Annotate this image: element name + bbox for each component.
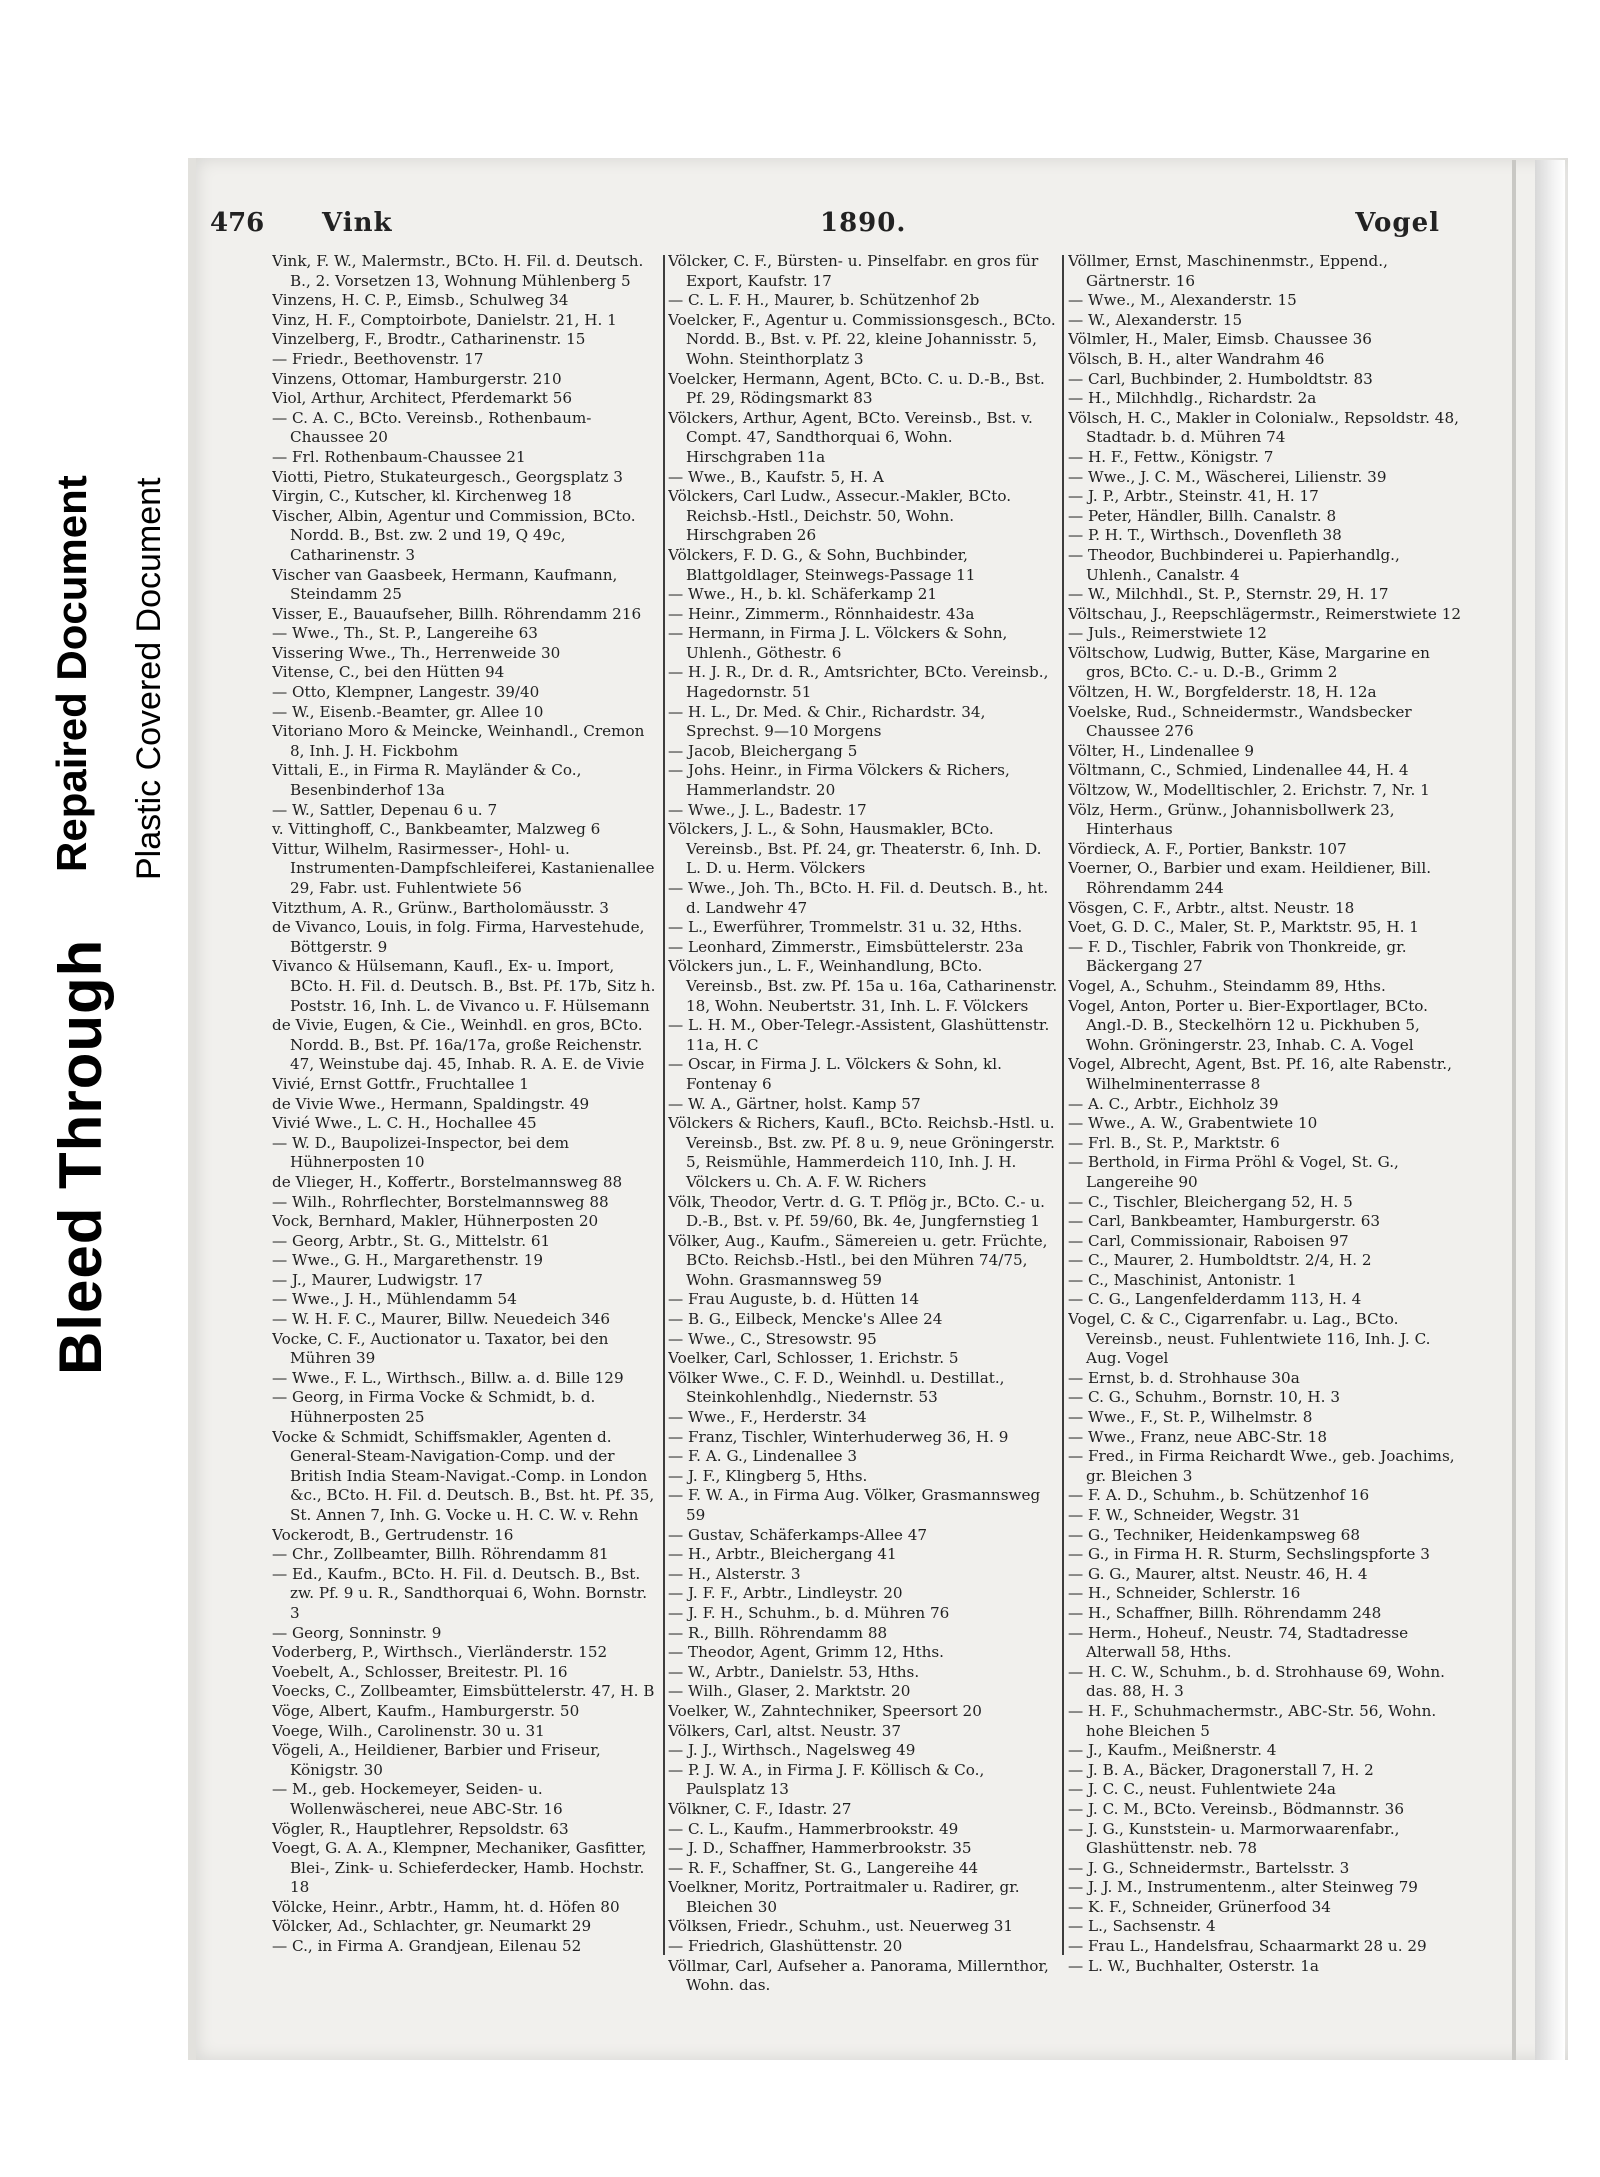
directory-entry: — F. W. A., in Firma Aug. Völker, Grasmannsweg 59 xyxy=(668,1486,1041,1524)
directory-entry: — Franz, Tischler, Winterhuderweg 36, H. 9 xyxy=(668,1427,1009,1446)
repaired-document-label: Repaired Document xyxy=(48,475,95,872)
directory-entry: — W., Arbtr., Danielstr. 53, Hths. xyxy=(668,1662,920,1681)
directory-entry: Voege, Wilh., Carolinenstr. 30 u. 31 xyxy=(272,1721,545,1740)
directory-entry: — K. F., Schneider, Grünerfood 34 xyxy=(1068,1897,1331,1916)
page-header xyxy=(210,208,1440,248)
directory-entry: Völsch, B. H., alter Wandrahm 46 xyxy=(1068,349,1325,368)
directory-entry: — J. F. F., Arbtr., Lindleystr. 20 xyxy=(668,1584,903,1603)
directory-column-3 xyxy=(1068,252,1468,2082)
directory-entry: — Wilh., Glaser, 2. Marktstr. 20 xyxy=(668,1682,911,1701)
directory-entry: — H. L., Dr. Med. & Chir., Richardstr. 34, Sprechst. 9—10 Morgens xyxy=(668,702,986,741)
header-left-keyword: Vink xyxy=(322,208,393,238)
directory-entry: — J. F., Klingberg 5, Hths. xyxy=(668,1466,868,1485)
directory-entry: Vogel, A., Schuhm., Steindamm 89, Hths. xyxy=(1068,976,1386,995)
directory-entry: Voelkner, Moritz, Portraitmaler u. Radirer, gr. Bleichen 30 xyxy=(668,1878,1020,1916)
directory-entry: — C., Maurer, 2. Humboldtstr. 2/4, H. 2 xyxy=(1068,1251,1372,1270)
header-year: 1890. xyxy=(820,208,907,238)
directory-entry: — R., Billh. Röhrendamm 88 xyxy=(668,1623,888,1642)
directory-entry: — J. P., Arbtr., Steinstr. 41, H. 17 xyxy=(1068,487,1319,506)
directory-entry: Voerner, O., Barbier und exam. Heildiener, Bill. Röhrendamm 244 xyxy=(1068,859,1432,897)
directory-entry: v. Vittinghoff, C., Bankbeamter, Malzweg 6 xyxy=(272,820,601,839)
directory-entry: Vivié, Ernst Gottfr., Fruchtallee 1 xyxy=(272,1074,529,1093)
page-number: 476 xyxy=(210,208,265,238)
directory-entry: Völcke, Heinr., Arbtr., Hamm, ht. d. Höfen 80 xyxy=(272,1897,620,1916)
directory-entry: Völtmann, C., Schmied, Lindenallee 44, H. 4 xyxy=(1068,761,1409,780)
directory-entry: — J. G., Schneidermstr., Bartelsstr. 3 xyxy=(1068,1858,1350,1877)
directory-entry: Vischer, Albin, Agentur und Commission, BCto. Nordd. B., Bst. zw. 2 und 19, Q 49c, Catharinenstr. 3 xyxy=(272,506,636,564)
side-labels xyxy=(0,0,180,1500)
directory-entry: — H. C. W., Schuhm., b. d. Strohhause 69, Wohn. das. 88, H. 3 xyxy=(1068,1662,1445,1701)
directory-entry: — J., Maurer, Ludwigstr. 17 xyxy=(272,1270,483,1289)
directory-entry: — C., Maschinist, Antonistr. 1 xyxy=(1068,1270,1297,1289)
directory-entry: Völter, H., Lindenallee 9 xyxy=(1068,741,1255,760)
directory-entry: Vink, F. W., Malermstr., BCto. H. Fil. d. Deutsch. B., 2. Vorsetzen 13, Wohnung Mühlenberg 5 xyxy=(272,252,644,290)
directory-entry: — W., Eisenb.-Beamter, gr. Allee 10 xyxy=(272,702,544,721)
directory-entry: — Carl, Bankbeamter, Hamburgerstr. 63 xyxy=(1068,1212,1381,1231)
directory-entry: Vogel, C. & C., Cigarrenfabr. u. Lag., BCto. Vereinsb., neust. Fuhlentwiete 116, Inh. J. C. Aug. Vogel xyxy=(1068,1310,1431,1368)
directory-entry: — H., Alsterstr. 3 xyxy=(668,1564,801,1583)
page-edge xyxy=(1512,160,1516,2060)
directory-entry: — Johs. Heinr., in Firma Völckers & Richers, Hammerlandstr. 20 xyxy=(668,761,1010,800)
directory-entry: Vinzens, H. C. P., Eimsb., Schulweg 34 xyxy=(272,291,569,310)
directory-entry: — C. A. C., BCto. Vereinsb., Rothenbaum-Chaussee 20 xyxy=(272,408,592,447)
directory-entry: Völckers, J. L., & Sohn, Hausmakler, BCto. Vereinsb., Bst. Pf. 24, gr. Theaterstr. 6, Inh. D. L. D. u. Herm. Völckers xyxy=(668,820,1042,878)
directory-entry: — Wwe., B., Kaufstr. 5, H. A xyxy=(668,467,884,486)
directory-column-2 xyxy=(668,252,1060,2082)
directory-entry: — B. G., Eilbeck, Mencke's Allee 24 xyxy=(668,1310,943,1329)
directory-entry: — Juls., Reimerstwiete 12 xyxy=(1068,624,1267,643)
directory-entry: — H., Arbtr., Bleichergang 41 xyxy=(668,1545,897,1564)
directory-entry: — Wwe., C., Stresowstr. 95 xyxy=(668,1329,877,1348)
directory-entry: Voegt, G. A. A., Klempner, Mechaniker, Gasfitter, Blei-, Zink- u. Schieferdecker, Hamb. Hochstr. 18 xyxy=(272,1839,647,1897)
column-rule xyxy=(663,255,665,1955)
directory-entry: — F. A. G., Lindenallee 3 xyxy=(668,1447,857,1466)
directory-entry: — R. F., Schaffner, St. G., Langereihe 44 xyxy=(668,1858,979,1877)
directory-entry: Völtzow, W., Modelltischler, 2. Erichstr. 7, Nr. 1 xyxy=(1068,781,1430,800)
directory-entry: Viol, Arthur, Architect, Pferdemarkt 56 xyxy=(272,389,573,408)
directory-entry: — F. A. D., Schuhm., b. Schützenhof 16 xyxy=(1068,1486,1370,1505)
directory-entry: Völckers & Richers, Kaufl., BCto. Reichsb.-Hstl. u. Vereinsb., Bst. zw. Pf. 8 u. 9, neue Gröningerstr. 5, Reismühle, Hammerdeich 110, Inh. J. H. Völckers u. Ch. A. F. W. Richers xyxy=(668,1114,1055,1191)
directory-entry: Vittali, E., in Firma R. Mayländer & Co., Besenbinderhof 13a xyxy=(272,761,582,800)
directory-entry: — Wwe., F., St. P., Wilhelmstr. 8 xyxy=(1068,1408,1313,1427)
directory-entry: Voelske, Rud., Schneidermstr., Wandsbecker Chaussee 276 xyxy=(1068,702,1412,741)
directory-entry: — W. H. F. C., Maurer, Billw. Neuedeich 346 xyxy=(272,1310,611,1329)
directory-entry: Voelker, W., Zahntechniker, Speersort 20 xyxy=(668,1701,982,1720)
directory-entry: — Wwe., A. W., Grabentwiete 10 xyxy=(1068,1114,1318,1133)
directory-entry: — Otto, Klempner, Langestr. 39/40 xyxy=(272,683,540,702)
directory-entry: Virgin, C., Kutscher, kl. Kirchenweg 18 xyxy=(272,487,572,506)
directory-entry: Vockerodt, B., Gertrudenstr. 16 xyxy=(272,1525,514,1544)
directory-entry: Vösgen, C. F., Arbtr., altst. Neustr. 18 xyxy=(1068,898,1355,917)
directory-entry: — Ernst, b. d. Strohhause 30a xyxy=(1068,1368,1300,1387)
directory-entry: — Wwe., J. L., Badestr. 17 xyxy=(668,800,867,819)
column-rule xyxy=(1062,255,1064,1955)
directory-entry: — W. A., Gärtner, holst. Kamp 57 xyxy=(668,1094,921,1113)
directory-entry: — Carl, Buchbinder, 2. Humboldtstr. 83 xyxy=(1068,369,1373,388)
directory-entry: — L., Ewerführer, Trommelstr. 31 u. 32, Hths. xyxy=(668,918,1023,937)
directory-entry: — C., Tischler, Bleichergang 52, H. 5 xyxy=(1068,1192,1353,1211)
directory-entry: Vivanco & Hülsemann, Kaufl., Ex- u. Import, BCto. H. Fil. d. Deutsch. B., Bst. Pf. 17b, Sitz h. Poststr. 16, Inh. L. de Vivanco u. F. Hülsemann xyxy=(272,957,656,1015)
directory-entry: Vinzens, Ottomar, Hamburgerstr. 210 xyxy=(272,369,562,388)
directory-entry: Vivié Wwe., L. C. H., Hochallee 45 xyxy=(272,1114,537,1133)
directory-entry: Voecks, C., Zollbeamter, Eimsbüttelerstr. 47, H. B xyxy=(272,1682,655,1701)
directory-entry: — Fred., in Firma Reichardt Wwe., geb. Joachims, gr. Bleichen 3 xyxy=(1068,1447,1455,1485)
directory-entry: Völsch, H. C., Makler in Colonialw., Repsoldstr. 48, Stadtadr. b. d. Mühren 74 xyxy=(1068,408,1459,447)
directory-entry: — J. J. M., Instrumentenm., alter Steinweg 79 xyxy=(1068,1878,1418,1897)
directory-entry: Vitoriano Moro & Meincke, Weinhandl., Cremon 8, Inh. J. H. Fickbohm xyxy=(272,722,645,760)
directory-entry: Völtschow, Ludwig, Butter, Käse, Margarine en gros, BCto. C.- u. D.-B., Grimm 2 xyxy=(1068,643,1430,682)
directory-entry: Voelker, Carl, Schlosser, 1. Erichstr. 5 xyxy=(668,1349,959,1368)
directory-entry: Völckers, Carl Ludw., Assecur.-Makler, BCto. Reichsb.-Hstl., Deichstr. 50, Wohn. Hirschgraben 26 xyxy=(668,487,1012,545)
directory-entry: — Peter, Händler, Billh. Canalstr. 8 xyxy=(1068,506,1337,525)
directory-entry: — Georg, Sonninstr. 9 xyxy=(272,1623,442,1642)
directory-entry: Vögeli, A., Heildiener, Barbier und Friseur, Königstr. 30 xyxy=(272,1741,601,1779)
directory-entry: — J. G., Kunststein- u. Marmorwaarenfabr., Glashüttenstr. neb. 78 xyxy=(1068,1819,1400,1858)
directory-entry: — J. B. A., Bäcker, Dragonerstall 7, H. 2 xyxy=(1068,1760,1374,1779)
directory-entry: — H. J. R., Dr. d. R., Amtsrichter, BCto. Vereinsb., Hagedornstr. 51 xyxy=(668,663,1049,702)
directory-entry: Vissering Wwe., Th., Herrenweide 30 xyxy=(272,643,561,662)
directory-entry: — Friedrich, Glashüttenstr. 20 xyxy=(668,1937,903,1956)
directory-entry: — L. H. M., Ober-Telegr.-Assistent, Glashüttenstr. 11a, H. C xyxy=(668,1016,1050,1054)
directory-entry: — A. C., Arbtr., Eichholz 39 xyxy=(1068,1094,1279,1113)
directory-entry: — Gustav, Schäferkamps-Allee 47 xyxy=(668,1525,928,1544)
directory-entry: — Wwe., G. H., Margarethenstr. 19 xyxy=(272,1251,544,1270)
directory-entry: — W. D., Baupolizei-Inspector, bei dem Hühnerposten 10 xyxy=(272,1133,570,1172)
directory-entry: Völcker, C. F., Bürsten- u. Pinselfabr. en gros für Export, Kaufstr. 17 xyxy=(668,252,1039,290)
directory-entry: — H. F., Fettw., Königstr. 7 xyxy=(1068,447,1274,466)
directory-entry: — Chr., Zollbeamter, Billh. Röhrendamm 81 xyxy=(272,1545,609,1564)
directory-entry: — Oscar, in Firma J. L. Völckers & Sohn, kl. Fontenay 6 xyxy=(668,1055,1002,1093)
scan-shadow xyxy=(1535,160,1565,2060)
directory-entry: Vördieck, A. F., Portier, Bankstr. 107 xyxy=(1068,839,1347,858)
directory-entry: — L., Sachsenstr. 4 xyxy=(1068,1917,1216,1936)
directory-entry: — W., Milchhdl., St. P., Sternstr. 29, H. 17 xyxy=(1068,585,1389,604)
directory-entry: — Wwe., Joh. Th., BCto. H. Fil. d. Deutsch. B., ht. d. Landwehr 47 xyxy=(668,879,1049,917)
directory-entry: — Leonhard, Zimmerstr., Eimsbüttelerstr. 23a xyxy=(668,937,1024,956)
directory-entry: — G., Techniker, Heidenkampsweg 68 xyxy=(1068,1525,1361,1544)
directory-entry: Völckers, Arthur, Agent, BCto. Vereinsb., Bst. v. Compt. 47, Sandthorquai 6, Wohn. Hirschgraben 11a xyxy=(668,408,1033,466)
directory-entry: — Wwe., F. L., Wirthsch., Billw. a. d. Bille 129 xyxy=(272,1368,624,1387)
directory-entry: — J. D., Schaffner, Hammerbrookstr. 35 xyxy=(668,1839,972,1858)
directory-entry: Vittur, Wilhelm, Rasirmesser-, Hohl- u. Instrumenten-Dampfschleiferei, Kastanienallee 29, Fabr. ust. Fuhlentwiete 56 xyxy=(272,839,655,897)
directory-entry: — Wilh., Rohrflechter, Borstelmannsweg 88 xyxy=(272,1192,609,1211)
directory-entry: Völmler, H., Maler, Eimsb. Chaussee 36 xyxy=(1068,330,1372,349)
directory-entry: Viotti, Pietro, Stukateurgesch., Georgsplatz 3 xyxy=(272,467,623,486)
directory-entry: — W., Sattler, Depenau 6 u. 7 xyxy=(272,800,498,819)
directory-entry: — J. J., Wirthsch., Nagelsweg 49 xyxy=(668,1741,916,1760)
directory-entry: — Wwe., J. C. M., Wäscherei, Lilienstr. 39 xyxy=(1068,467,1387,486)
directory-entry: — Frl. Rothenbaum-Chaussee 21 xyxy=(272,447,526,466)
directory-entry: de Vivie, Eugen, & Cie., Weinhdl. en gros, BCto. Nordd. B., Bst. Pf. 16a/17a, große Reichenstr. 47, Weinstube daj. 45, Inhab. R. A. E. de Vivie xyxy=(272,1016,645,1074)
directory-entry: — Frl. B., St. P., Marktstr. 6 xyxy=(1068,1133,1280,1152)
plastic-covered-label: Plastic Covered Document xyxy=(130,477,168,880)
directory-entry: — C. L., Kaufm., Hammerbrookstr. 49 xyxy=(668,1819,959,1838)
directory-entry: Vock, Bernhard, Makler, Hühnerposten 20 xyxy=(272,1212,599,1231)
directory-entry: — Wwe., M., Alexanderstr. 15 xyxy=(1068,291,1297,310)
directory-entry: — F. W., Schneider, Wegstr. 31 xyxy=(1068,1506,1302,1524)
directory-entry: Vogel, Anton, Porter u. Bier-Exportlager, BCto. Angl.-D. B., Steckelhörn 12 u. Pickhuben 5, Wohn. Gröningerstr. 23, Inhab. C. A. Vogel xyxy=(1068,996,1429,1054)
directory-entry: — J. F. H., Schuhm., b. d. Mühren 76 xyxy=(668,1603,950,1622)
directory-entry: — Frau L., Handelsfrau, Schaarmarkt 28 u. 29 xyxy=(1068,1937,1427,1956)
directory-entry: — Wwe., J. H., Mühlendamm 54 xyxy=(272,1290,517,1309)
directory-entry: — F. D., Tischler, Fabrik von Thonkreide, gr. Bäckergang 27 xyxy=(1068,937,1407,976)
directory-entry: Völtschau, J., Reepschlägermstr., Reimerstwiete 12 xyxy=(1068,604,1462,623)
directory-entry: Vitzthum, A. R., Grünw., Bartholomäusstr. 3 xyxy=(272,898,609,917)
directory-entry: — Berthold, in Firma Pröhl & Vogel, St. G., Langereihe 90 xyxy=(1068,1153,1399,1191)
directory-entry: — Heinr., Zimmerm., Rönnhaidestr. 43a xyxy=(668,604,975,623)
directory-entry: — Georg, in Firma Vocke & Schmidt, b. d. Hühnerposten 25 xyxy=(272,1388,596,1427)
directory-entry: Vitense, C., bei den Hütten 94 xyxy=(272,663,505,682)
directory-entry: Völlmer, Ernst, Maschinenmstr., Eppend., Gärtnerstr. 16 xyxy=(1068,252,1388,290)
directory-entry: Vinz, H. F., Comptoirbote, Danielstr. 21, H. 1 xyxy=(272,310,617,329)
directory-entry: — J. C. M., BCto. Vereinsb., Bödmannstr. 36 xyxy=(1068,1799,1405,1818)
directory-entry: Völckers, F. D. G., & Sohn, Buchbinder, Blattgoldlager, Steinwegs-Passage 11 xyxy=(668,545,976,584)
directory-entry: Völker, Aug., Kaufm., Sämereien u. getr. Früchte, BCto. Reichsb.-Hstl., bei den Mühren 74/75, Wohn. Grasmannsweg 59 xyxy=(668,1231,1048,1289)
directory-entry: Vögler, R., Hauptlehrer, Repsoldstr. 63 xyxy=(272,1819,569,1838)
directory-entry: — Wwe., Th., St. P., Langereihe 63 xyxy=(272,624,538,643)
header-right-keyword: Vogel xyxy=(1355,208,1440,238)
directory-entry: — W., Alexanderstr. 15 xyxy=(1068,310,1243,329)
directory-entry: — C. G., Langenfelderdamm 113, H. 4 xyxy=(1068,1290,1362,1309)
directory-entry: — L. W., Buchhalter, Osterstr. 1a xyxy=(1068,1956,1319,1975)
directory-entry: — Wwe., F., Herderstr. 34 xyxy=(668,1408,867,1427)
directory-entry: Völker Wwe., C. F. D., Weinhdl. u. Destillat., Steinkohlenhdlg., Niedernstr. 53 xyxy=(668,1368,1005,1407)
directory-entry: — Friedr., Beethovenstr. 17 xyxy=(272,349,484,368)
directory-entry: Völkner, C. F., Idastr. 27 xyxy=(668,1799,852,1818)
directory-entry: — Wwe., H., b. kl. Schäferkamp 21 xyxy=(668,585,938,604)
directory-entry: — Herm., Hoheuf., Neustr. 74, Stadtadresse Alterwall 58, Hths. xyxy=(1068,1623,1409,1662)
directory-entry: Völk, Theodor, Vertr. d. G. T. Pflög jr., BCto. C.- u. D.-B., Bst. v. Pf. 59/60, Bk. 4e, Jungfernstieg 1 xyxy=(668,1192,1045,1231)
directory-entry: — Hermann, in Firma J. L. Völckers & Sohn, Uhlenh., Göthestr. 6 xyxy=(668,624,1008,662)
directory-entry: — H., Schneider, Schlerstr. 16 xyxy=(1068,1584,1301,1603)
directory-entry: — G., in Firma H. R. Sturm, Sechslingspforte 3 xyxy=(1068,1545,1430,1564)
directory-entry: — Theodor, Buchbinderei u. Papierhandlg., Uhlenh., Canalstr. 4 xyxy=(1068,545,1400,584)
directory-entry: — Georg, Arbtr., St. G., Mittelstr. 61 xyxy=(272,1231,551,1250)
directory-entry: de Vlieger, H., Koffertr., Borstelmannsweg 88 xyxy=(272,1172,623,1191)
directory-entry: Vogel, Albrecht, Agent, Bst. Pf. 16, alte Rabenstr., Wilhelminenterrasse 8 xyxy=(1068,1055,1452,1093)
directory-entry: — P. J. W. A., in Firma J. F. Köllisch & Co., Paulsplatz 13 xyxy=(668,1760,985,1799)
directory-entry: — J., Kaufm., Meißnerstr. 4 xyxy=(1068,1741,1277,1760)
directory-entry: — G. G., Maurer, altst. Neustr. 46, H. 4 xyxy=(1068,1564,1368,1583)
directory-entry: Völcker, Ad., Schlachter, gr. Neumarkt 29 xyxy=(272,1917,592,1936)
directory-entry: Voet, G. D. C., Maler, St. P., Marktstr. 95, H. 1 xyxy=(1068,918,1419,937)
directory-entry: — Frau Auguste, b. d. Hütten 14 xyxy=(668,1290,920,1309)
directory-entry: Vocke, C. F., Auctionator u. Taxator, bei den Mühren 39 xyxy=(272,1329,609,1368)
directory-entry: — Ed., Kaufm., BCto. H. Fil. d. Deutsch. B., Bst. zw. Pf. 9 u. R., Sandthorquai 6, Wohn. Bornstr. 3 xyxy=(272,1564,648,1622)
directory-entry: — M., geb. Hockemeyer, Seiden- u. Wollenwäscherei, neue ABC-Str. 16 xyxy=(272,1780,563,1818)
directory-entry: Völlmar, Carl, Aufseher a. Panorama, Millernthor, Wohn. das. xyxy=(668,1956,1049,1995)
directory-entry: Vinzelberg, F., Brodtr., Catharinenstr. 15 xyxy=(272,330,586,349)
directory-entry: Voebelt, A., Schlosser, Breitestr. Pl. 16 xyxy=(272,1662,568,1681)
directory-entry: Völckers jun., L. F., Weinhandlung, BCto. Vereinsb., Bst. zw. Pf. 15a u. 16a, Catharinenstr. 18, Wohn. Neubertstr. 31, Inh. L. F. Völckers xyxy=(668,957,1058,1015)
directory-entry: — P. H. T., Wirthsch., Dovenfleth 38 xyxy=(1068,526,1342,545)
directory-column-1 xyxy=(272,252,660,2082)
directory-entry: — H. F., Schuhmachermstr., ABC-Str. 56, Wohn. hohe Bleichen 5 xyxy=(1068,1701,1437,1740)
bleed-through-label: Bleed Through xyxy=(47,938,114,1375)
directory-entry: Völkers, Carl, altst. Neustr. 37 xyxy=(668,1721,902,1740)
directory-entry: — Jacob, Bleichergang 5 xyxy=(668,741,858,760)
directory-entry: — J. C. C., neust. Fuhlentwiete 24a xyxy=(1068,1780,1336,1799)
directory-entry: — C. G., Schuhm., Bornstr. 10, H. 3 xyxy=(1068,1388,1340,1407)
directory-entry: — C. L. F. H., Maurer, b. Schützenhof 2b xyxy=(668,291,980,310)
directory-entry: Vöge, Albert, Kaufm., Hamburgerstr. 50 xyxy=(272,1701,580,1720)
directory-entry: Völksen, Friedr., Schuhm., ust. Neuerweg 31 xyxy=(668,1917,1014,1936)
directory-entry: — C., in Firma A. Grandjean, Eilenau 52 xyxy=(272,1937,582,1956)
directory-entry: — H., Milchhdlg., Richardstr. 2a xyxy=(1068,389,1317,408)
directory-entry: de Vivanco, Louis, in folg. Firma, Harvestehude, Böttgerstr. 9 xyxy=(272,918,645,956)
directory-entry: Voderberg, P., Wirthsch., Vierländerstr. 152 xyxy=(272,1643,608,1662)
directory-entry: Voelcker, F., Agentur u. Commissionsgesch., BCto. Nordd. B., Bst. v. Pf. 22, kleine Johannisstr. 5, Wohn. Steinthorplatz 3 xyxy=(668,310,1056,368)
directory-entry: — Wwe., Franz, neue ABC-Str. 18 xyxy=(1068,1427,1327,1446)
directory-entry: Visser, E., Bauaufseher, Billh. Röhrendamm 216 xyxy=(272,604,642,623)
directory-entry: — Carl, Commissionair, Raboisen 97 xyxy=(1068,1231,1349,1250)
directory-entry: Völz, Herm., Grünw., Johannisbollwerk 23, Hinterhaus xyxy=(1068,800,1395,839)
directory-entry: de Vivie Wwe., Hermann, Spaldingstr. 49 xyxy=(272,1094,590,1113)
directory-entry: — H., Schaffner, Billh. Röhrendamm 248 xyxy=(1068,1603,1382,1622)
directory-entry: Völtzen, H. W., Borgfelderstr. 18, H. 12a xyxy=(1068,683,1377,702)
directory-entry: Vocke & Schmidt, Schiffsmakler, Agenten d. General-Steam-Navigation-Comp. und der British India Steam-Navigat.-Comp. in London &c., BCto. H. Fil. d. Deutsch. B., Bst. ht. Pf. 35, St. Annen 7, Inh. G. Vocke u. H. C. W. v. Rehn xyxy=(272,1427,655,1524)
directory-entry: — Theodor, Agent, Grimm 12, Hths. xyxy=(668,1643,944,1662)
directory-entry: Voelcker, Hermann, Agent, BCto. C. u. D.-B., Bst. Pf. 29, Rödingsmarkt 83 xyxy=(668,369,1045,408)
directory-entry: Vischer van Gaasbeek, Hermann, Kaufmann, Steindamm 25 xyxy=(272,565,618,604)
